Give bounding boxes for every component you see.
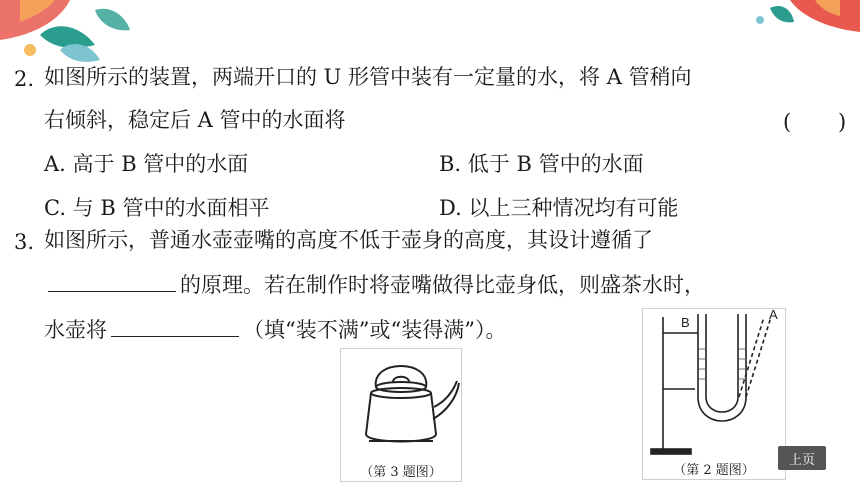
u-tube-caption: （第 2 题图） [673,463,755,478]
question-3-line-2-text: 的原理。若在制作时将壶嘴做得比壶身低，则盛茶水时， [180,273,705,297]
question-2-number: 2. [14,67,35,91]
question-3-number: 3. [14,230,35,254]
kettle-icon [341,349,461,459]
question-2-line-1: 如图所示的装置，两端开口的 U 形管中装有一定量的水，将 A 管稍向 [44,65,692,89]
option-d: D. 以上三种情况均有可能 [439,196,679,220]
answer-paren-close: ) [838,110,847,134]
question-3-line-1: 如图所示，普通水壶壶嘴的高度不低于壶身的高度，其设计遵循了 [44,228,653,252]
prev-page-button[interactable]: 上页 [778,446,826,470]
answer-paren-open: ( [783,110,792,134]
u-tube-figure [642,308,786,480]
u-tube-diagram [643,309,785,459]
question-3-line-3 [44,320,506,341]
tube-a-label: A [769,309,778,322]
question-3-line-3-prefix: 水壶将 [44,318,107,342]
fill-blank-result[interactable] [111,335,239,337]
question-3-line-2 [44,275,705,296]
tube-b-label: B [681,315,690,330]
question-3-line-3-suffix: （填“装不满”或“装得满”）。 [243,318,507,342]
option-a: A. 高于 B 管中的水面 [44,152,249,176]
question-2-line-2: 右倾斜，稳定后 A 管中的水面将 [44,108,346,132]
kettle-figure [340,348,462,482]
fill-blank-principle[interactable] [48,290,176,292]
floral-decoration-left [0,0,150,70]
option-c: C. 与 B 管中的水面相平 [44,196,270,220]
kettle-caption: （第 3 题图） [360,465,442,480]
floral-decoration-right [730,0,860,50]
option-b: B. 低于 B 管中的水面 [439,152,644,176]
